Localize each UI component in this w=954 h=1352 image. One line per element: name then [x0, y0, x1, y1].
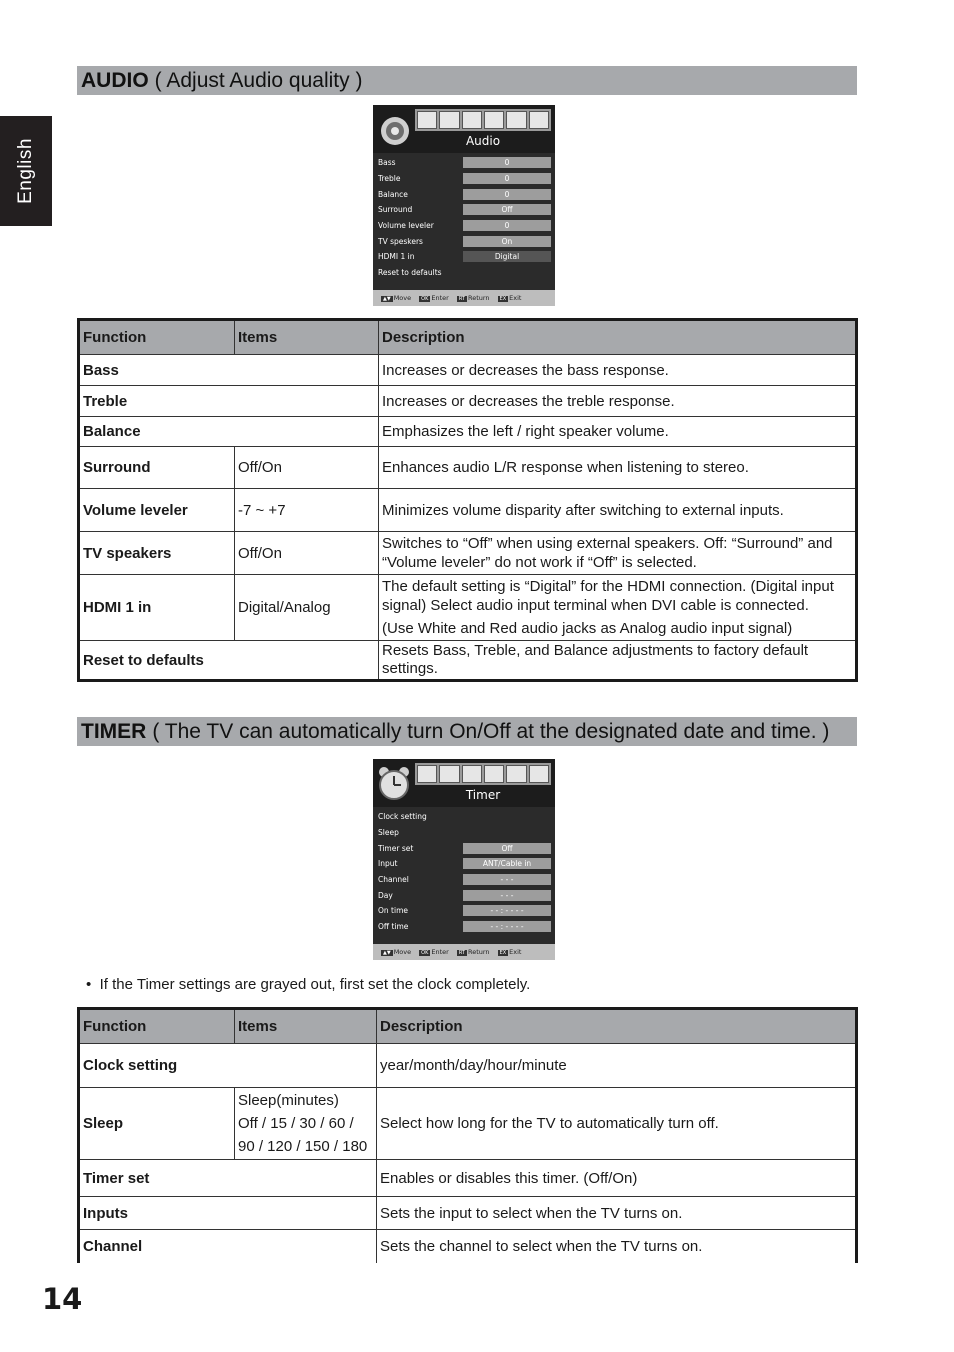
- osd-row-label: Bass: [378, 158, 396, 168]
- function-cell: Timer set: [79, 1160, 377, 1197]
- audio-icon: [439, 111, 459, 129]
- osd-menu-icons: [415, 109, 551, 131]
- timer-osd-screenshot: [373, 759, 555, 960]
- picture-icon: [417, 111, 437, 129]
- osd-footer-enter: Enter: [431, 294, 449, 302]
- function-cell: Reset to defaults: [79, 641, 379, 681]
- osd-row-value: 0: [463, 189, 551, 200]
- options-icon: [529, 765, 549, 783]
- table-row: [79, 532, 857, 575]
- osd-row: [373, 872, 555, 888]
- osd-row-value: ANT/Cable in: [463, 858, 551, 869]
- osd-row: [373, 155, 555, 171]
- description-cell: Emphasizes the left / right speaker volume.: [379, 417, 857, 447]
- function-cell: Bass: [79, 355, 379, 386]
- description-cell: [379, 575, 857, 641]
- audio-function-table: [77, 318, 858, 682]
- table-row: [79, 355, 857, 386]
- alarm-clock-icon: [375, 763, 413, 803]
- osd-row-label: Reset to defaults: [378, 268, 442, 278]
- timer-icon: [462, 765, 482, 783]
- osd-row: [373, 171, 555, 187]
- page-number: 14: [42, 1282, 83, 1316]
- description-cell: Select how long for the TV to automatically turn off.: [377, 1088, 857, 1160]
- language-tab-label: English: [15, 138, 37, 204]
- osd-row-label: Sleep: [378, 828, 399, 838]
- timer-heading-sub: ( The TV can automatically turn On/Off at the designated date and time. ): [152, 719, 830, 743]
- osd-footer-exit: Exit: [509, 294, 522, 302]
- description-cell: Increases or decreases the treble response.: [379, 386, 857, 417]
- osd-footer-return: Return: [467, 948, 490, 956]
- description-text: The default setting is “Digital” for the HDMI connection. (Digital input signal) Select audio input terminal when DVI cable is connected.: [382, 578, 834, 614]
- osd-footer-exit: Exit: [509, 948, 522, 956]
- column-header: Description: [379, 320, 857, 355]
- osd-footer-enter: Enter: [431, 948, 449, 956]
- picture-icon: [417, 765, 437, 783]
- osd-row-label: TV speskers: [378, 236, 423, 246]
- column-header: Function: [79, 1009, 235, 1044]
- osd-row-value: 0: [463, 173, 551, 184]
- osd-row: [373, 202, 555, 218]
- osd-row-value: - - -: [463, 890, 551, 901]
- timer-note: [86, 976, 530, 993]
- timer-note-text: If the Timer settings are grayed out, first set the clock completely.: [99, 976, 531, 993]
- osd-row-label: Channel: [378, 875, 409, 885]
- timer-section-heading: [77, 717, 857, 746]
- osd-row: [373, 233, 555, 249]
- items-cell: Off/On: [235, 447, 379, 489]
- items-line: Off / 15 / 30 / 60 /: [238, 1115, 354, 1132]
- table-row: [79, 417, 857, 447]
- function-cell: Inputs: [79, 1197, 377, 1230]
- osd-row: [373, 186, 555, 202]
- column-header: Items: [235, 1009, 377, 1044]
- function-cell: Channel: [79, 1230, 377, 1263]
- osd-footer-move: Move: [393, 948, 412, 956]
- timer-function-table: [77, 1007, 858, 1263]
- table-row: [79, 386, 857, 417]
- function-cell: Treble: [79, 386, 379, 417]
- osd-row: [373, 218, 555, 234]
- osd-row-label: Day: [378, 890, 393, 900]
- parental-icon: [484, 765, 504, 783]
- function-cell: HDMI 1 in: [79, 575, 235, 641]
- items-line: 90 / 120 / 150 / 180: [238, 1138, 368, 1155]
- bullet-icon: •: [86, 976, 100, 993]
- return-key-icon: RT: [458, 296, 465, 302]
- osd-row: [373, 265, 555, 281]
- options-icon: [529, 111, 549, 129]
- table-row: [79, 1197, 857, 1230]
- osd-row: [373, 249, 555, 265]
- osd-footer-move: Move: [393, 294, 412, 302]
- osd-row-value: - - -: [463, 874, 551, 885]
- osd-row-label: Treble: [378, 174, 401, 184]
- description-cell: Minimizes volume disparity after switching to external inputs.: [379, 489, 857, 532]
- osd-row: [373, 825, 555, 841]
- osd-row-label: Volume leveler: [378, 221, 434, 231]
- osd-row-value: Digital: [463, 251, 551, 262]
- osd-footer-return: Return: [467, 294, 490, 302]
- language-tab: [0, 116, 52, 226]
- description-cell: year/month/day/hour/minute: [377, 1044, 857, 1088]
- parental-icon: [484, 111, 504, 129]
- description-cell: Resets Bass, Treble, and Balance adjustments to factory default settings.: [379, 641, 857, 681]
- audio-heading: AUDIO: [81, 68, 149, 92]
- table-row: [79, 1230, 857, 1263]
- osd-row: [373, 919, 555, 935]
- timer-heading: TIMER: [81, 719, 147, 743]
- description-cell: Increases or decreases the bass response.: [379, 355, 857, 386]
- audio-icon: [439, 765, 459, 783]
- description-cell: Sets the channel to select when the TV turns on.: [377, 1230, 857, 1263]
- osd-row-value: Off: [463, 204, 551, 215]
- table-row: [79, 1088, 857, 1160]
- exit-key-icon: EX: [499, 296, 507, 302]
- function-cell: Sleep: [79, 1088, 235, 1160]
- description-cell: Sets the input to select when the TV turns on.: [377, 1197, 857, 1230]
- osd-header: [373, 105, 555, 153]
- osd-row-label: On time: [378, 906, 408, 916]
- function-cell: TV speakers: [79, 532, 235, 575]
- osd-footer: [373, 290, 555, 306]
- return-key-icon: RT: [458, 950, 465, 956]
- function-cell: Surround: [79, 447, 235, 489]
- enter-key-icon: OK: [421, 296, 429, 302]
- table-row: [79, 1044, 857, 1088]
- setup-icon: [506, 765, 526, 783]
- osd-row-label: Surround: [378, 205, 413, 215]
- function-cell: Clock setting: [79, 1044, 377, 1088]
- table-row: [79, 1160, 857, 1197]
- description-text-note: (Use White and Red audio jacks as Analog audio input signal): [382, 620, 793, 637]
- osd-menu-icons: [415, 763, 551, 785]
- osd-row: [373, 903, 555, 919]
- osd-row-label: Off time: [378, 922, 409, 932]
- table-header-row: [79, 320, 857, 355]
- osd-row-label: Input: [378, 859, 398, 869]
- osd-row-value: 0: [463, 157, 551, 168]
- osd-footer: [373, 944, 555, 960]
- description-cell: Enables or disables this timer. (Off/On): [377, 1160, 857, 1197]
- osd-row-label: Clock setting: [378, 812, 427, 822]
- setup-icon: [506, 111, 526, 129]
- table-row: [79, 575, 857, 641]
- table-row: [79, 489, 857, 532]
- osd-row: [373, 809, 555, 825]
- osd-row-value: - - : - - - -: [463, 921, 551, 932]
- items-cell: [235, 1088, 377, 1160]
- enter-key-icon: OK: [421, 950, 429, 956]
- osd-header: [373, 759, 555, 807]
- table-row: [79, 641, 857, 681]
- description-cell: Switches to “Off” when using external speakers. Off: “Surround” and “Volume leveler” do not work if “Off” is selected.: [379, 532, 857, 575]
- exit-key-icon: EX: [499, 950, 507, 956]
- audio-heading-sub: ( Adjust Audio quality ): [154, 68, 363, 92]
- osd-row-value: - - : - - - -: [463, 905, 551, 916]
- column-header: Function: [79, 320, 235, 355]
- move-keys-icon: ▲▼: [383, 296, 391, 302]
- function-cell: Volume leveler: [79, 489, 235, 532]
- function-cell: Balance: [79, 417, 379, 447]
- osd-row: [373, 856, 555, 872]
- column-header: Items: [235, 320, 379, 355]
- table-header-row: [79, 1009, 857, 1044]
- osd-row-value: Off: [463, 843, 551, 854]
- osd-title: Timer: [465, 788, 501, 802]
- osd-row-label: HDMI 1 in: [378, 252, 415, 262]
- osd-row: [373, 887, 555, 903]
- items-line: Sleep(minutes): [238, 1092, 339, 1109]
- audio-osd-screenshot: [373, 105, 555, 306]
- items-cell: -7 ~ +7: [235, 489, 379, 532]
- audio-section-heading: [77, 66, 857, 95]
- speaker-icon: [375, 109, 413, 149]
- osd-row-value: On: [463, 236, 551, 247]
- items-cell: Digital/Analog: [235, 575, 379, 641]
- items-cell: Off/On: [235, 532, 379, 575]
- description-cell: Enhances audio L/R response when listening to stereo.: [379, 447, 857, 489]
- move-keys-icon: ▲▼: [383, 950, 391, 956]
- osd-row: [373, 840, 555, 856]
- table-row: [79, 447, 857, 489]
- timer-icon: [462, 111, 482, 129]
- osd-row-label: Balance: [378, 189, 408, 199]
- osd-row-value: 0: [463, 220, 551, 231]
- osd-row-label: Timer set: [378, 843, 414, 853]
- osd-title: Audio: [465, 134, 501, 148]
- column-header: Description: [377, 1009, 857, 1044]
